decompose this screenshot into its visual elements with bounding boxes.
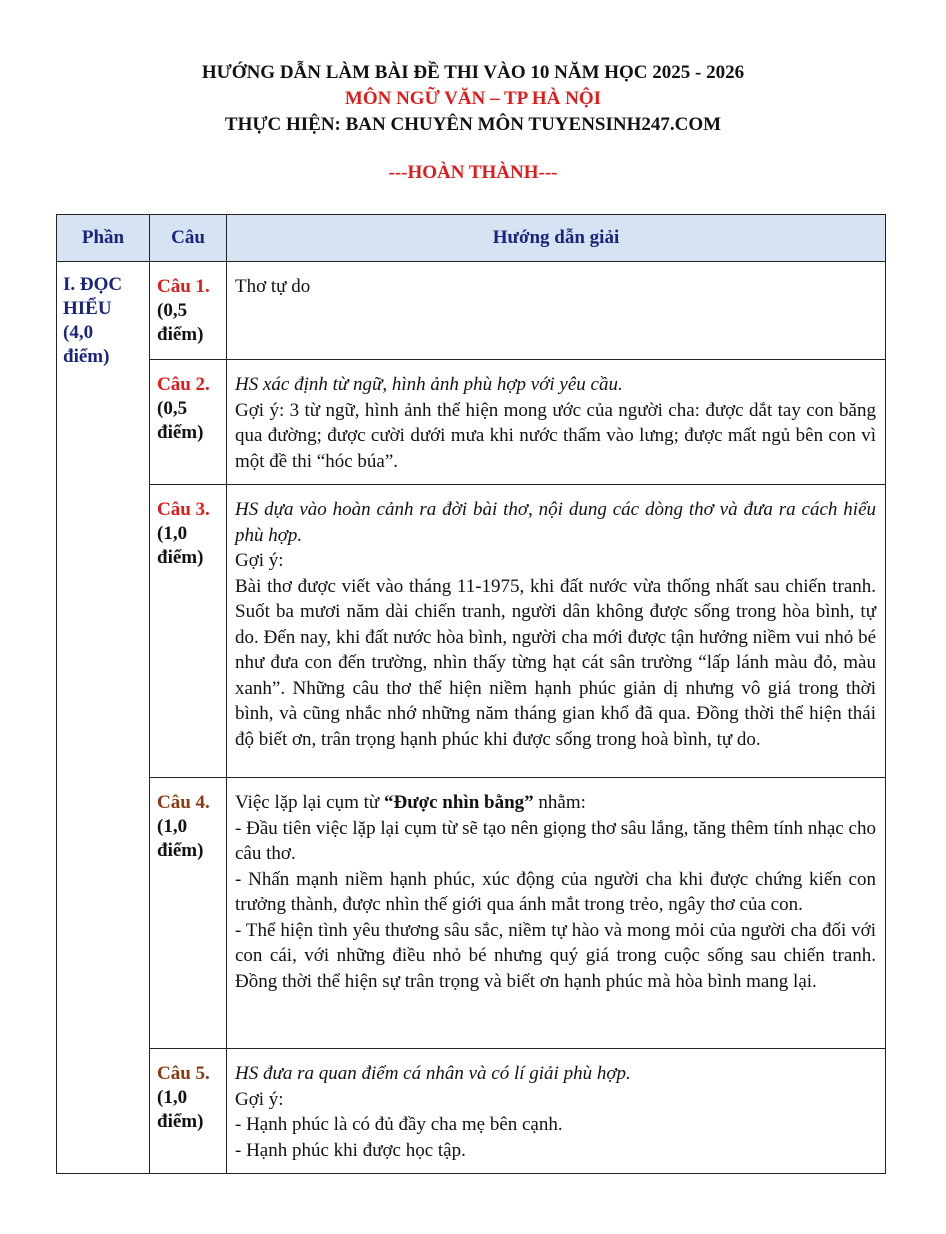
question-cell (150, 262, 227, 360)
question-number: Câu 1. (157, 276, 210, 297)
question-cell (150, 360, 227, 485)
answer-intro: HS đưa ra quan điểm cá nhân và có lí giải phù hợp. (235, 1063, 631, 1084)
question-points: (1,0 điểm) (157, 523, 204, 568)
part-label: I. ĐỌC HIỂU (4,0 điểm) (57, 262, 150, 1174)
answer-line: - Hạnh phúc là có đủ đầy cha mẹ bên cạnh. (235, 1114, 563, 1135)
question-cell (150, 485, 227, 778)
answer-line: Bài thơ được viết vào tháng 11-1975, khi đất nước vừa thống nhất sau chiến tranh. Suốt ba mươi năm dài chiến tranh, người dân không được sống trong hòa bình, tự do. Đến nay, khi đất nước hòa bình, người cha mới được tận hưởng niềm vui nhỏ bé như đưa con đến trường, nhìn thấy từng hạt cát sân trường “lấp lánh màu đỏ, màu xanh”. Những câu thơ thể hiện niềm hạnh phúc giản dị nhưng vô giá trong thời bình, và cũng nhắc nhớ những năm tháng gian khổ đã qua. Đồng thời thể hiện thái độ biết ơn, trân trọng hạnh phúc khi được sống trong hoà bình, tự do. (235, 575, 876, 750)
table-row (57, 1049, 886, 1174)
question-number: Câu 4. (157, 792, 210, 813)
answer-line: Gợi ý: 3 từ ngữ, hình ảnh thể hiện mong ước của người cha: được dắt tay con băng qua đường; được cười dưới mưa khi nước thấm vào lưng; được mất ngủ bên con vì một đề thi “hóc búa”. (235, 399, 876, 472)
document-title: HƯỚNG DẪN LÀM BÀI ĐỀ THI VÀO 10 NĂM HỌC 2025 - 2026 (201, 62, 745, 83)
question-number: Câu 5. (157, 1063, 210, 1084)
answer-lead (235, 790, 876, 816)
question-cell (150, 778, 227, 1049)
document-header (0, 60, 946, 186)
answer-lead-text: Việc lặp lại cụm từ (235, 792, 384, 813)
table-row (57, 262, 886, 360)
answer-line: Gợi ý: (235, 1088, 284, 1110)
table-row (57, 778, 886, 1049)
answer-line: Gợi ý: (235, 550, 284, 571)
answer-line: Thơ tự do (235, 276, 311, 297)
document-subject: MÔN NGỮ VĂN – TP HÀ NỘI (344, 88, 602, 109)
answer-cell (227, 1049, 886, 1174)
question-cell (150, 1049, 227, 1174)
answer-lead-phrase: “Được nhìn bằng” (383, 792, 534, 813)
answer-line: - Nhấn mạnh niềm hạnh phúc, xúc động của người cha khi được chứng kiến con trưởng thành, được nhìn thế giới qua ánh mắt trong trẻo, ngây thơ của con. (235, 868, 876, 915)
answer-guide-table (56, 214, 886, 1174)
table-header-row (57, 215, 886, 262)
header-part: Phần (57, 215, 150, 262)
question-number: Câu 2. (157, 374, 210, 395)
header-question: Câu (150, 215, 227, 262)
question-points: (0,5 điểm) (157, 398, 204, 443)
question-points: (0,5 điểm) (157, 300, 204, 345)
question-points: (1,0 điểm) (157, 1087, 204, 1132)
answer-line: - Đầu tiên việc lặp lại cụm từ sẽ tạo nên giọng thơ sâu lắng, tăng thêm tính nhạc cho câu thơ. (235, 817, 876, 864)
table-row (57, 485, 886, 778)
answer-line: - Thể hiện tình yêu thương sâu sắc, niềm tự hào và mong mỏi của người cha đối với con cái, với những điều nhỏ bé nhưng quý giá trong cuộc sống sau chiến tranh. Đồng thời thể hiện sự trân trọng và biết ơn hạnh phúc mà hòa bình mang lại. (235, 919, 876, 992)
answer-line: - Hạnh phúc khi được học tập. (235, 1139, 466, 1161)
answer-intro: HS xác định từ ngữ, hình ảnh phù hợp với yêu cầu. (235, 374, 623, 395)
document-status: ---HOÀN THÀNH--- (388, 162, 558, 183)
answer-cell (227, 485, 886, 778)
answer-cell (227, 778, 886, 1049)
question-number: Câu 3. (157, 499, 210, 520)
document-author: THỰC HIỆN: BAN CHUYÊN MÔN TUYENSINH247.COM (224, 114, 722, 135)
answer-cell (227, 262, 886, 360)
question-points: (1,0 điểm) (157, 816, 204, 861)
answer-intro: HS dựa vào hoàn cảnh ra đời bài thơ, nội dung các dòng thơ và đưa ra cách hiểu phù hợp. (235, 499, 876, 546)
header-guide: Hướng dẫn giải (227, 215, 886, 262)
answer-lead-tail: nhằm: (533, 792, 586, 813)
table-row (57, 360, 886, 485)
answer-cell (227, 360, 886, 485)
